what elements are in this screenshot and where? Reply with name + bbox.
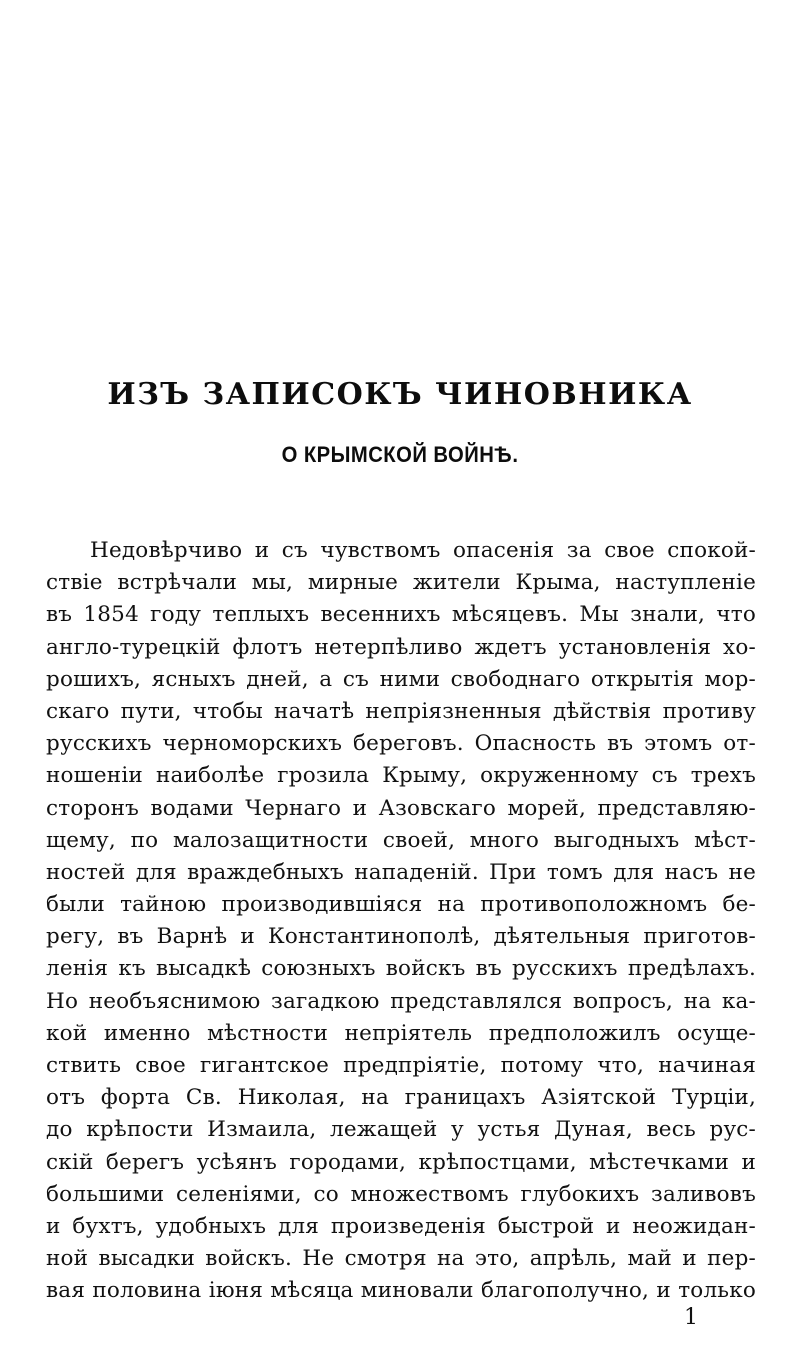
text-line: большими селеніями, со множествомъ глубокихъ заливовъ: [46, 1181, 756, 1207]
text-line: ствить свое гигантское предпріятіе, потому что, начиная: [46, 1053, 756, 1078]
text-line: вая половина іюня мѣсяца миновали благополучно, и только: [46, 1278, 756, 1304]
text-line: регу, въ Варнѣ и Константинополѣ, дѣятельныя приготов-: [46, 924, 756, 950]
text-line: ношеніи наиболѣе грозила Крыму, окруженному съ трехъ: [46, 763, 756, 789]
text-line: въ 1854 году теплыхъ весеннихъ мѣсяцевъ. Мы знали, что: [46, 602, 756, 628]
text-line: Но необъяснимою загадкою представлялся вопросъ, на ка-: [46, 988, 756, 1014]
text-line: отъ форта Св. Николая, на границахъ Азіятской Турціи,: [46, 1085, 756, 1111]
text-line: русскихъ черноморскихъ береговъ. Опасность въ этомъ от-: [46, 731, 756, 757]
text-line: скій берегъ усѣянъ городами, крѣпостцами, мѣстечками и: [46, 1149, 756, 1175]
page-number: 1: [684, 1305, 698, 1330]
text-line: Недовѣрчиво и съ чувствомъ опасенія за свое спокой-: [90, 538, 756, 563]
text-line: скаго пути, чтобы начатѣ непріязненныя дѣйствія противу: [46, 698, 756, 724]
page-subtitle: О КРЫМСКОЙ ВОЙНѢ.: [281, 442, 519, 467]
text-line: сторонъ водами Чернаго и Азовскаго морей, представляю-: [46, 795, 756, 821]
text-line: ностей для враждебныхъ нападеній. При томъ для насъ не: [46, 859, 756, 885]
text-line: кой именно мѣстности непріятель предположилъ осуще-: [46, 1020, 756, 1046]
text-line: англо-турецкій флотъ нетерпѣливо ждетъ установленія хо-: [46, 634, 756, 660]
text-line: ной высадки войскъ. Не смотря на это, апрѣль, май и пер-: [46, 1246, 756, 1272]
text-line: и бухтъ, удобныхъ для произведенія быстрой и неожидан-: [46, 1213, 756, 1239]
text-line: до крѣпости Измаила, лежащей у устья Дуная, весь рус-: [46, 1117, 756, 1143]
body-text: [46, 535, 756, 1308]
page-title: ИЗЪ ЗАПИСОКЪ ЧИНОВНИКА: [107, 377, 693, 412]
text-line: рошихъ, ясныхъ дней, а съ ними свободнаго открытія мор-: [46, 666, 756, 692]
text-line: щему, по малозащитности своей, много выгодныхъ мѣст-: [46, 827, 756, 853]
text-line: ленія къ высадкѣ союзныхъ войскъ въ русскихъ предѣлахъ.: [46, 956, 756, 982]
text-line: ствіе встрѣчали мы, мирные жители Крыма, наступленіе: [46, 570, 756, 596]
text-line: были тайною производившіяся на противоположномъ бе-: [46, 892, 756, 918]
